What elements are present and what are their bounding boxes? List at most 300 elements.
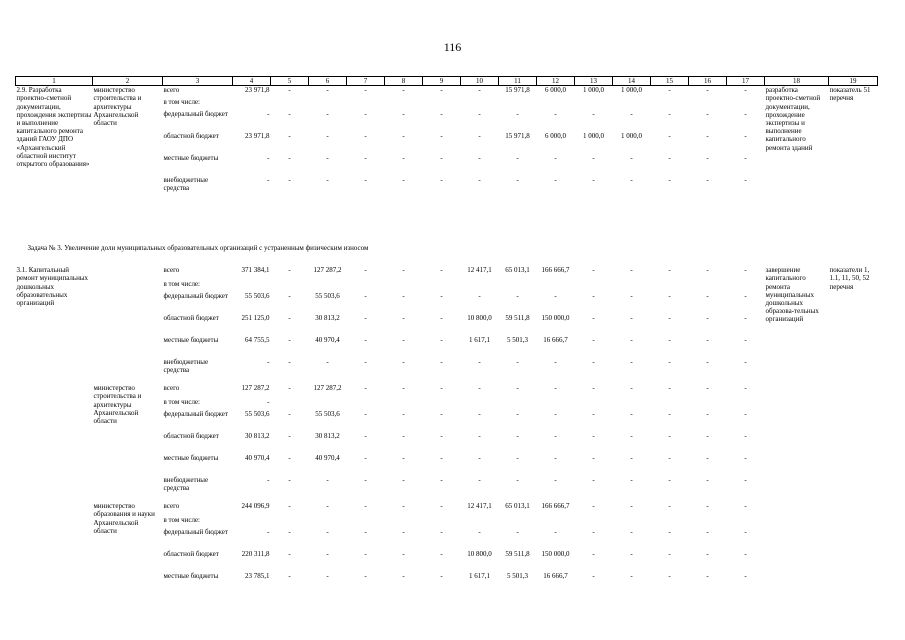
value-cell: - [592, 550, 595, 559]
value-cell: - [592, 528, 595, 537]
value-cell: - [440, 528, 443, 537]
value-cell: - [402, 454, 405, 463]
value-cell: - [402, 502, 405, 511]
value-cell: 6 000,0 [545, 132, 566, 141]
value-cell: - [326, 154, 329, 163]
value-cell: 1 000,0 [621, 86, 642, 95]
value-cell: - [478, 154, 481, 163]
value-cell [689, 98, 727, 110]
value-cell: - [364, 502, 367, 511]
value-cell: - [402, 572, 405, 581]
value-cell: - [402, 132, 405, 141]
value-cell: - [744, 110, 747, 119]
value-cell: - [364, 314, 367, 323]
value-cell: - [630, 550, 633, 559]
value-cell: - [706, 528, 709, 537]
column-number: 11 [499, 77, 537, 86]
funding-source: всего [163, 266, 180, 275]
responsible-executor [93, 266, 163, 384]
table-row [16, 502, 878, 516]
value-cell: - [440, 266, 443, 275]
value-cell: - [478, 86, 481, 95]
value-cell: - [668, 266, 671, 275]
value-cell: - [592, 292, 595, 301]
value-cell: 127 287,2 [313, 384, 342, 393]
value-cell: - [516, 528, 519, 537]
value-cell: - [706, 132, 709, 141]
value-cell: - [744, 292, 747, 301]
funding-source: внебюджетные средства [163, 176, 209, 193]
value-cell: 40 970,4 [315, 454, 340, 463]
value-cell: - [744, 528, 747, 537]
value-cell [651, 280, 689, 292]
value-cell: - [402, 432, 405, 441]
value-cell: - [630, 410, 633, 419]
value-cell: - [554, 292, 557, 301]
value-cell: - [744, 384, 747, 393]
value-cell: - [516, 432, 519, 441]
value-cell: - [440, 384, 443, 393]
value-cell: - [364, 476, 367, 485]
value-cell [537, 398, 575, 410]
value-cell: - [630, 454, 633, 463]
column-number: 8 [385, 77, 423, 86]
value-cell: - [364, 432, 367, 441]
value-cell: - [288, 528, 291, 537]
value-cell: - [364, 550, 367, 559]
value-cell: - [706, 502, 709, 511]
target-indicator: показатель 51 перечня [829, 86, 871, 103]
value-cell: 64 755,5 [245, 336, 270, 345]
value-cell: 371 384,1 [241, 266, 270, 275]
value-cell: - [668, 154, 671, 163]
value-cell: - [668, 110, 671, 119]
funding-source: областной бюджет [163, 432, 219, 441]
column-number: 14 [613, 77, 651, 86]
value-cell: - [516, 410, 519, 419]
value-cell [537, 280, 575, 292]
value-cell: - [554, 410, 557, 419]
value-cell: - [288, 132, 291, 141]
value-cell: 12 417,1 [467, 266, 492, 275]
value-cell: - [267, 110, 270, 119]
funding-source: местные бюджеты [163, 154, 219, 163]
value-cell: - [288, 502, 291, 511]
value-cell: - [402, 336, 405, 345]
value-cell [689, 280, 727, 292]
value-cell: - [630, 336, 633, 345]
value-cell: - [592, 314, 595, 323]
funding-source: местные бюджеты [163, 454, 219, 463]
value-cell: - [288, 572, 291, 581]
value-cell [309, 98, 347, 110]
value-cell: - [630, 110, 633, 119]
value-cell: - [478, 176, 481, 185]
value-cell: - [402, 266, 405, 275]
value-cell: - [516, 176, 519, 185]
header-row [16, 77, 878, 86]
value-cell [499, 398, 537, 410]
value-cell: - [440, 292, 443, 301]
measure-name: 2.9. Разработка проектно-сметной документации, прохождения экспертизы и выполнение капитального ремонта зданий ГАОУ ДПО «Архангельский областной институт открытого образования» [16, 86, 92, 169]
value-cell: - [402, 528, 405, 537]
value-cell: 55 503,6 [245, 410, 270, 419]
value-cell: - [706, 110, 709, 119]
value-cell: 5 501,3 [507, 336, 528, 345]
funding-source: в том числе: [163, 98, 200, 107]
responsible-executor: министерство образования и науки Архангельской области [93, 502, 155, 535]
value-cell [271, 280, 309, 292]
value-cell: - [364, 454, 367, 463]
column-number: 18 [765, 77, 829, 86]
measure-name: 3.1. Капитальный ремонт муниципальных дошкольных образовательных организаций [16, 266, 89, 308]
value-cell: - [364, 154, 367, 163]
value-cell: - [326, 528, 329, 537]
value-cell: - [668, 358, 671, 367]
value-cell [537, 516, 575, 528]
value-cell: 16 666,7 [543, 336, 568, 345]
value-cell: - [440, 86, 443, 95]
value-cell: 6 000,0 [545, 86, 566, 95]
value-cell [423, 516, 461, 528]
value-cell: 1 000,0 [621, 132, 642, 141]
value-cell: - [744, 358, 747, 367]
funding-source: федеральный бюджет [163, 292, 228, 301]
value-cell [347, 516, 385, 528]
funding-source: в том числе: [163, 516, 200, 525]
value-cell: - [554, 110, 557, 119]
value-cell: - [516, 454, 519, 463]
value-cell: - [364, 110, 367, 119]
value-cell [233, 516, 271, 528]
value-cell: 15 971,8 [505, 86, 530, 95]
value-cell [613, 516, 651, 528]
value-cell: 40 970,4 [245, 454, 270, 463]
value-cell: - [267, 154, 270, 163]
value-cell [423, 280, 461, 292]
value-cell: - [706, 384, 709, 393]
funding-source: областной бюджет [163, 132, 219, 141]
value-cell: 15 971,8 [505, 132, 530, 141]
value-cell [727, 516, 765, 528]
value-cell: - [326, 358, 329, 367]
column-number: 6 [309, 77, 347, 86]
value-cell: - [744, 314, 747, 323]
target-indicator [829, 384, 878, 502]
value-cell: 55 503,6 [245, 292, 270, 301]
value-cell: - [516, 476, 519, 485]
value-cell: - [478, 476, 481, 485]
value-cell: - [630, 266, 633, 275]
value-cell: 23 785,1 [245, 572, 270, 581]
value-cell: - [288, 410, 291, 419]
value-cell [575, 398, 613, 410]
value-cell: - [706, 550, 709, 559]
value-cell: - [402, 292, 405, 301]
value-cell: - [288, 432, 291, 441]
value-cell [271, 98, 309, 110]
page-number: 116 [443, 40, 462, 54]
value-cell: - [744, 572, 747, 581]
value-cell: - [364, 384, 367, 393]
value-cell: - [478, 384, 481, 393]
value-cell: 1 000,0 [583, 86, 604, 95]
measure-name [16, 384, 93, 502]
responsible-executor: министерство строительства и архитектуры Архангельской области [93, 86, 142, 128]
value-cell: - [744, 154, 747, 163]
value-cell: - [668, 384, 671, 393]
value-cell: 16 666,7 [543, 572, 568, 581]
funding-source: федеральный бюджет [163, 110, 228, 119]
value-cell: - [267, 476, 270, 485]
value-cell: - [478, 528, 481, 537]
value-cell: - [364, 410, 367, 419]
value-cell [347, 280, 385, 292]
value-cell: 150 000,0 [541, 550, 570, 559]
value-cell: - [554, 176, 557, 185]
value-cell: - [267, 528, 270, 537]
value-cell [499, 280, 537, 292]
funding-source: в том числе: [163, 280, 200, 289]
section-title: Задача № 3. Увеличение доли муниципальных образовательных организаций с устраненным физическим износом [27, 244, 369, 253]
value-cell [271, 516, 309, 528]
value-cell: - [478, 358, 481, 367]
funding-source: всего [163, 384, 180, 393]
value-cell [309, 398, 347, 410]
value-cell [727, 98, 765, 110]
value-cell: - [402, 550, 405, 559]
column-number: 2 [93, 77, 163, 86]
column-number: 13 [575, 77, 613, 86]
value-cell: - [630, 358, 633, 367]
value-cell: - [744, 176, 747, 185]
value-cell: - [744, 476, 747, 485]
funding-source: всего [163, 502, 180, 511]
value-cell: - [402, 358, 405, 367]
value-cell: - [630, 154, 633, 163]
expected-result [765, 384, 829, 502]
value-cell: 65 013,1 [505, 266, 530, 275]
responsible-executor: министерство строительства и архитектуры Архангельской области [93, 384, 142, 426]
value-cell: - [288, 110, 291, 119]
value-cell: - [592, 476, 595, 485]
value-cell: - [326, 110, 329, 119]
value-cell: 1 617,1 [469, 336, 490, 345]
expected-result: завершение капитального ремонта муниципальных дошкольных образова-тельных организаций [765, 266, 819, 324]
value-cell [727, 398, 765, 410]
value-cell: - [630, 314, 633, 323]
value-cell: - [744, 454, 747, 463]
value-cell: - [288, 336, 291, 345]
value-cell [347, 98, 385, 110]
value-cell: - [440, 154, 443, 163]
value-cell: - [592, 266, 595, 275]
value-cell: - [592, 384, 595, 393]
column-number: 9 [423, 77, 461, 86]
value-cell: - [668, 502, 671, 511]
value-cell: - [592, 454, 595, 463]
column-number: 1 [16, 77, 93, 86]
value-cell: - [592, 502, 595, 511]
value-cell: - [288, 314, 291, 323]
value-cell: 65 013,1 [505, 502, 530, 511]
value-cell: - [288, 550, 291, 559]
target-indicator: показатели 1, 1.1, 11, 50, 52 перечня [829, 266, 870, 291]
value-cell [271, 398, 309, 410]
value-cell: - [592, 154, 595, 163]
funding-source: местные бюджеты [163, 336, 219, 345]
value-cell: - [630, 476, 633, 485]
value-cell: - [744, 502, 747, 511]
value-cell: - [516, 384, 519, 393]
value-cell: - [668, 572, 671, 581]
section-row [16, 238, 878, 266]
value-cell: - [668, 432, 671, 441]
expected-result: разработка проектно-сметной документации, прохождение экспертизы и выполнение капитального ремонта зданий [765, 86, 821, 152]
value-cell: - [267, 176, 270, 185]
value-cell: - [554, 476, 557, 485]
column-number: 19 [829, 77, 878, 86]
value-cell: - [516, 110, 519, 119]
value-cell [499, 516, 537, 528]
value-cell: - [288, 266, 291, 275]
value-cell: - [402, 154, 405, 163]
value-cell: - [478, 292, 481, 301]
value-cell: 30 813,2 [245, 432, 270, 441]
value-cell: - [744, 86, 747, 95]
value-cell: - [364, 528, 367, 537]
value-cell: - [326, 550, 329, 559]
value-cell: - [288, 476, 291, 485]
value-cell: 251 125,0 [241, 314, 270, 323]
funding-source: внебюджетные средства [163, 358, 209, 375]
value-cell: - [706, 410, 709, 419]
value-cell: 23 971,8 [245, 132, 270, 141]
value-cell: - [668, 176, 671, 185]
value-cell: - [744, 266, 747, 275]
value-cell [575, 280, 613, 292]
value-cell [309, 516, 347, 528]
value-cell: - [288, 292, 291, 301]
value-cell: - [630, 502, 633, 511]
measure-name [16, 502, 93, 594]
expected-result [765, 502, 829, 594]
value-cell: - [630, 528, 633, 537]
value-cell: - [440, 432, 443, 441]
value-cell [727, 280, 765, 292]
value-cell: - [706, 176, 709, 185]
value-cell: - [440, 572, 443, 581]
column-number: 5 [271, 77, 309, 86]
value-cell [309, 280, 347, 292]
value-cell: - [706, 292, 709, 301]
value-cell [613, 398, 651, 410]
value-cell [537, 98, 575, 110]
value-cell: - [668, 550, 671, 559]
value-cell: - [478, 132, 481, 141]
value-cell: - [288, 154, 291, 163]
value-cell: - [364, 266, 367, 275]
value-cell: - [706, 266, 709, 275]
value-cell [385, 516, 423, 528]
value-cell: - [288, 176, 291, 185]
value-cell: - [706, 314, 709, 323]
value-cell [461, 516, 499, 528]
value-cell [689, 398, 727, 410]
column-number: 12 [537, 77, 575, 86]
value-cell: - [478, 454, 481, 463]
value-cell: - [706, 476, 709, 485]
funding-source: местные бюджеты [163, 572, 219, 581]
value-cell [689, 516, 727, 528]
value-cell: - [592, 572, 595, 581]
value-cell: - [592, 358, 595, 367]
value-cell [461, 280, 499, 292]
value-cell: - [516, 358, 519, 367]
funding-source: в том числе: [163, 398, 200, 407]
funding-source: внебюджетные средства [163, 476, 209, 493]
value-cell: - [554, 454, 557, 463]
value-cell: 23 971,8 [245, 86, 270, 95]
value-cell [613, 98, 651, 110]
value-cell: - [554, 528, 557, 537]
program-table [15, 76, 878, 594]
value-cell: - [364, 336, 367, 345]
value-cell [461, 98, 499, 110]
value-cell: - [744, 132, 747, 141]
value-cell: - [516, 154, 519, 163]
value-cell: 1 617,1 [469, 572, 490, 581]
value-cell: - [478, 432, 481, 441]
value-cell: - [668, 454, 671, 463]
value-cell: 5 501,3 [507, 572, 528, 581]
value-cell: 127 287,2 [241, 384, 270, 393]
value-cell: - [744, 550, 747, 559]
value-cell: - [440, 358, 443, 367]
value-cell: - [554, 432, 557, 441]
value-cell: - [592, 110, 595, 119]
value-cell: - [440, 110, 443, 119]
value-cell: - [554, 358, 557, 367]
value-cell: - [706, 454, 709, 463]
value-cell: - [326, 572, 329, 581]
value-cell: 59 511,8 [505, 550, 530, 559]
value-cell: - [440, 476, 443, 485]
value-cell: - [554, 384, 557, 393]
column-number: 16 [689, 77, 727, 86]
value-cell: - [630, 384, 633, 393]
value-cell: - [744, 432, 747, 441]
value-cell: - [440, 314, 443, 323]
value-cell: 30 813,2 [315, 432, 340, 441]
value-cell: 1 000,0 [583, 132, 604, 141]
value-cell: - [402, 314, 405, 323]
value-cell: - [706, 572, 709, 581]
value-cell: - [630, 572, 633, 581]
value-cell [651, 516, 689, 528]
value-cell: - [706, 336, 709, 345]
funding-source: областной бюджет [163, 550, 219, 559]
value-cell: - [288, 384, 291, 393]
value-cell: - [326, 476, 329, 485]
value-cell: 55 503,6 [315, 410, 340, 419]
value-cell: - [592, 432, 595, 441]
value-cell: 40 970,4 [315, 336, 340, 345]
column-number: 4 [233, 77, 271, 86]
value-cell [613, 280, 651, 292]
value-cell: - [668, 292, 671, 301]
value-cell [651, 398, 689, 410]
